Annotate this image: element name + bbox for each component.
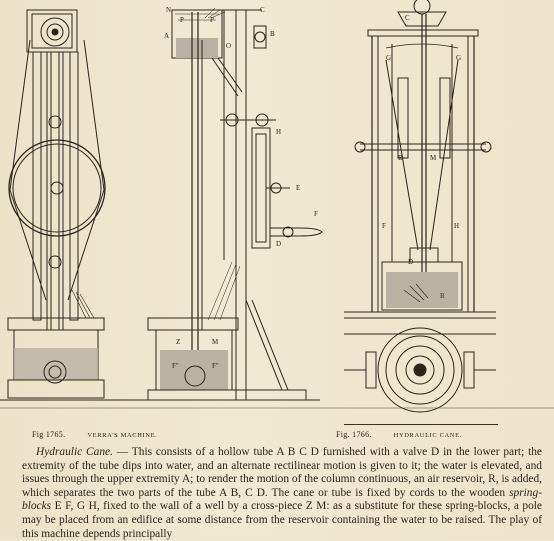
article-text-continued: E F, G H, fixed to the wall of a well by a cross-piece Z M: as a substitute for these spring-blocks, a pole may be placed from an edifice at some distance from the reservoir containing the water to be raised. The play of this machine depends principally (22, 500, 542, 540)
fig-letter: F" (172, 362, 179, 370)
article-paragraph (22, 446, 542, 541)
fig-letter: H (276, 128, 282, 136)
fig-letter: P (210, 16, 214, 24)
article-italic-term: spring-blocks (22, 486, 542, 513)
fig-letter: F" (212, 362, 219, 370)
fig-letter: E (296, 184, 301, 192)
fig-letter: C (260, 6, 265, 14)
verra-machine-illustration (0, 10, 130, 400)
fig-letter: M (430, 154, 437, 162)
figure-number: Fig 1765. (32, 430, 66, 439)
figure-number: Fig. 1766. (336, 430, 372, 439)
figure-title: VERRA'S MACHINE. (87, 432, 158, 439)
fig-letter: N (166, 6, 172, 14)
fig-letter: A (164, 32, 170, 40)
fig-letter: F (314, 210, 318, 218)
fig-letter: M (212, 338, 219, 346)
fig-letter: Z (176, 338, 181, 346)
article-body (22, 446, 542, 541)
caption-rule (344, 424, 498, 425)
fig-letter: F (382, 222, 386, 230)
hydraulic-cane-illustration (344, 0, 496, 412)
fig-letter: D (276, 240, 282, 248)
article-text: — This consists of a hollow tube A B C D furnished with a valve D in the lower part; the extremity of the tube dips into water, and an alternate rectilinear motion is given to it; the water is elevated, and issues through the upper extremity A; to render the motion of the column continuous, an air reservoir, R, is added, which separates the two parts of the tube A B, C D. The cane or tube is fixed by cords to the wooden (22, 446, 542, 499)
fig-letter: O (226, 42, 232, 50)
fig-letter: R (440, 292, 445, 300)
article-lead: Hydraulic Cane. (36, 446, 113, 458)
fig-letter: B (270, 30, 275, 38)
figure-caption-1765 (32, 430, 157, 439)
verra-machine-side-view (130, 8, 322, 400)
fig-letter: B (398, 154, 403, 162)
fig-letter: D (408, 258, 414, 266)
figure-caption-1766 (336, 430, 462, 439)
fig-letter: H (454, 222, 460, 230)
fig-letter: G (386, 54, 392, 62)
figure-title: HYDRAULIC CANE. (393, 432, 462, 439)
fig-letter: C (405, 14, 410, 22)
fig-letter: G (456, 54, 462, 62)
fig-letter: P (180, 16, 184, 24)
